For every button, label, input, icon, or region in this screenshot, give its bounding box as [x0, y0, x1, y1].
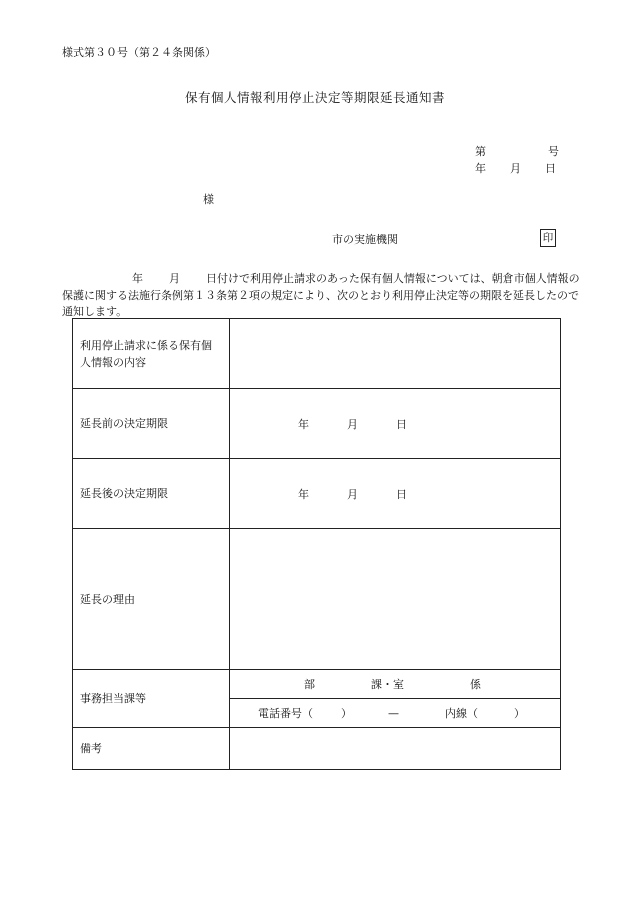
table-row: [73, 389, 561, 459]
deadline-after-field[interactable]: [230, 459, 561, 529]
table-row: [73, 529, 561, 670]
form-number: 様式第３０号（第２４条関係）: [62, 46, 216, 59]
info-content-field[interactable]: [230, 319, 561, 389]
phone-field[interactable]: [230, 699, 561, 728]
month-label: 月: [347, 417, 358, 431]
extension-close: ）: [514, 707, 525, 720]
issue-date: [475, 163, 556, 174]
row-label: 事務担当課等: [73, 670, 230, 728]
notice-paragraph: [62, 271, 582, 321]
row-label: 延長後の決定期限: [73, 459, 230, 529]
body-year: 年: [132, 272, 143, 285]
body-month: 月: [169, 272, 180, 285]
remarks-field[interactable]: [230, 728, 561, 770]
deadline-before-field[interactable]: [230, 389, 561, 459]
dept-bu-label: 部: [304, 678, 315, 691]
day-label: 日: [396, 417, 407, 431]
month-label: 月: [347, 487, 358, 501]
row-label: 延長前の決定期限: [73, 389, 230, 459]
body-text: 日付けで利用停止請求のあった保有個人情報については、朝倉市個人情報の保護に関する法施行条例第１３条第２項の規定により、次のとおり利用停止決定等の期限を延長したので通知します。: [62, 272, 580, 318]
extension-label: 内線（: [445, 707, 478, 720]
recipient-suffix: 様: [203, 193, 214, 206]
document-number: [475, 146, 559, 157]
row-label: 利用停止請求に係る保有個人情報の内容: [73, 319, 230, 389]
document-title: 保有個人情報利用停止決定等期限延長通知書: [184, 90, 445, 105]
year-label: 年: [298, 417, 309, 431]
dept-kakari-label: 係: [470, 678, 481, 691]
extension-reason-field[interactable]: [230, 529, 561, 670]
table-row: [73, 459, 561, 529]
seal-mark: 印: [540, 229, 556, 247]
doc-number-suffix: 号: [548, 145, 559, 158]
department-field[interactable]: [230, 670, 561, 699]
extension-table: [72, 318, 561, 770]
phone-close: ）: [341, 707, 352, 720]
table-row: [73, 670, 561, 699]
row-label: 備考: [73, 728, 230, 770]
issuing-body: 市の実施機関: [332, 233, 398, 246]
table-row: [73, 319, 561, 389]
issue-day: 日: [545, 162, 556, 175]
row-label: 延長の理由: [73, 529, 230, 670]
issue-month: 月: [510, 162, 521, 175]
day-label: 日: [396, 487, 407, 501]
phone-label: 電話番号（: [258, 707, 313, 720]
year-label: 年: [298, 487, 309, 501]
phone-dash: —: [388, 707, 399, 720]
dept-ka-label: 課・室: [371, 678, 404, 691]
doc-number-prefix: 第: [475, 145, 486, 158]
issue-year: 年: [475, 162, 486, 175]
table-row: [73, 728, 561, 770]
